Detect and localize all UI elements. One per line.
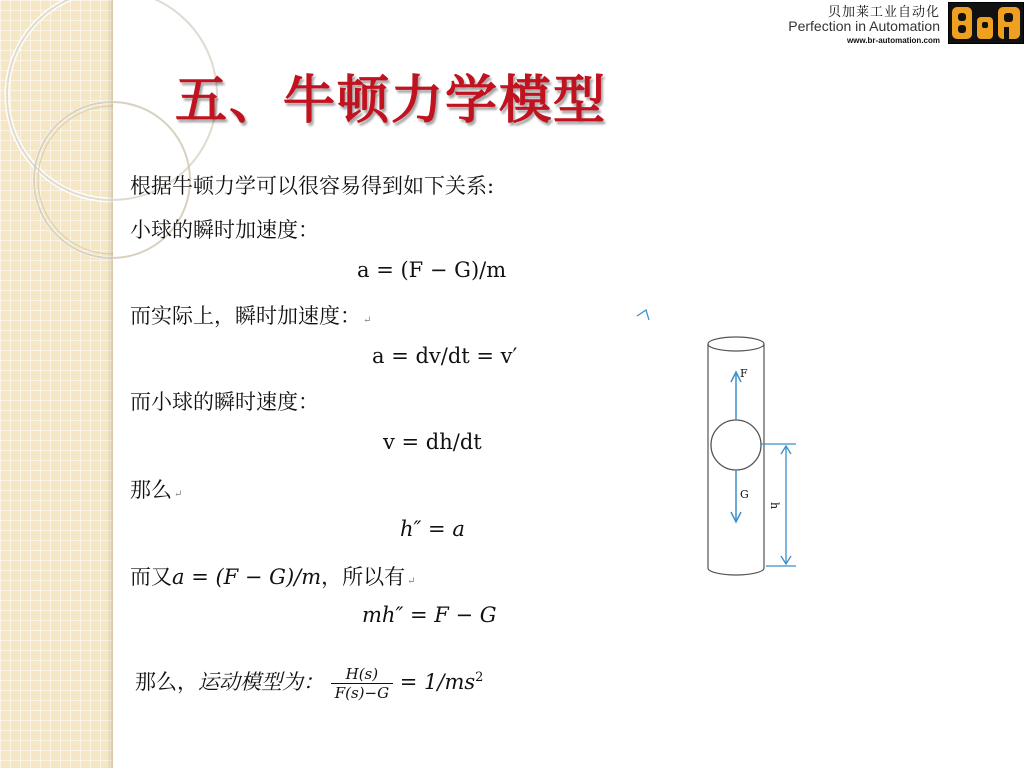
page-title: 五、牛顿力学模型 bbox=[175, 71, 608, 131]
speed-formula: v = dh/dt bbox=[383, 430, 482, 454]
tube-ball-diagram bbox=[700, 330, 810, 580]
fraction-numerator: H(s) bbox=[331, 665, 393, 684]
force-label: F bbox=[740, 367, 748, 380]
height-label: h bbox=[768, 502, 781, 510]
brand-name-cn: 贝加莱工业自动化 bbox=[827, 5, 940, 20]
actual-accel-text: 而实际上，瞬时加速度： bbox=[130, 304, 361, 328]
tube-top bbox=[708, 337, 764, 351]
brand-url: www.br-automation.com bbox=[846, 36, 940, 45]
transfer-function-fraction bbox=[331, 665, 393, 702]
model-exponent: 2 bbox=[475, 670, 484, 685]
br-logo-icon bbox=[949, 3, 1023, 43]
actual-accel-formula: a = dv/dt = v′ bbox=[372, 344, 518, 368]
fraction-denominator: F(s)−G bbox=[334, 684, 390, 702]
return-mark: ↵ bbox=[407, 576, 416, 587]
accel-formula: a = (F − G)/m bbox=[357, 258, 507, 282]
model-line bbox=[135, 665, 483, 702]
model-result: = 1/ms bbox=[399, 670, 476, 694]
return-mark: ↵ bbox=[363, 315, 372, 326]
then-label bbox=[130, 474, 182, 504]
gravity-label: G bbox=[740, 488, 749, 501]
ball bbox=[711, 420, 761, 470]
actual-accel-label bbox=[130, 300, 371, 330]
mh-formula: mh″ = F − G bbox=[362, 603, 497, 627]
then-formula: h″ = a bbox=[400, 517, 465, 541]
intro-text: 根据牛顿力学可以很容易得到如下关系: bbox=[130, 174, 495, 198]
accel-label: 小球的瞬时加速度： bbox=[130, 218, 319, 242]
br-logo bbox=[948, 2, 1024, 44]
also-formula: a = (F − G)/m bbox=[172, 565, 322, 589]
model-label: 运动模型为： bbox=[198, 670, 324, 694]
also-line bbox=[130, 561, 416, 591]
also-suffix: ，所以有 bbox=[321, 565, 406, 589]
model-prefix: 那么， bbox=[135, 670, 198, 694]
cursor-mark-icon bbox=[634, 306, 654, 326]
speed-label: 而小球的瞬时速度： bbox=[130, 390, 319, 414]
return-mark: ↵ bbox=[174, 489, 183, 500]
brand-tagline: Perfection in Automation bbox=[788, 18, 940, 34]
then-text: 那么 bbox=[130, 478, 172, 502]
also-prefix: 而又 bbox=[130, 565, 172, 589]
